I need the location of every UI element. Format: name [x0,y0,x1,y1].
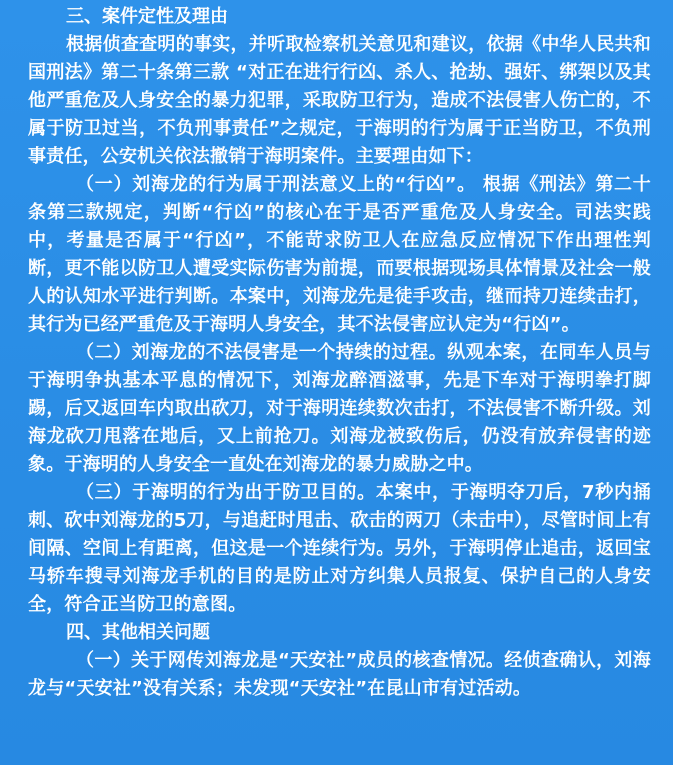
section-3-intro-paragraph: 根据侦查查明的事实，并听取检察机关意见和建议，依据《中华人民共和国刑法》第二十条第三款 “对正在进行行凶、杀人、抢劫、强奸、绑架以及其他严重危及人身安全的暴力犯罪，采取防卫行为，造成不法侵害人伤亡的，不属于防卫过当，不负刑事责任”之规定，于海明的行为属于正当防卫，不负刑事责任，公安机关依法撤销于海明案件。主要理由如下： [28,34,651,167]
section-3-point-1-paragraph: （一）刘海龙的行为属于刑法意义上的“行凶”。 根据《刑法》第二十条第三款规定，判断“行凶”的核心在于是否严重危及人身安全。司法实践中，考量是否属于“行凶”，不能苛求防卫人在应急反应情况下作出理性判断，更不能以防卫人遭受实际伤害为前提，而要根据现场具体情景及社会一般人的认知水平进行判断。本案中，刘海龙先是徒手攻击，继而持刀连续击打，其行为已经严重危及于海明人身安全，其不法侵害应认定为“行凶”。 [28,174,651,335]
section-3-point-2-paragraph: （二）刘海龙的不法侵害是一个持续的过程。纵观本案，在同车人员与于海明争执基本平息的情况下，刘海龙醉酒滋事，先是下车对于海明拳打脚踢，后又返回车内取出砍刀，对于海明连续数次击打，不法侵害不断升级。刘海龙砍刀甩落在地后，又上前抢刀。刘海龙被致伤后，仍没有放弃侵害的迹象。于海明的人身安全一直处在刘海龙的暴力威胁之中。 [28,342,651,475]
page-bottom-edge [0,759,673,765]
section-3-point-3-paragraph: （三）于海明的行为出于防卫目的。本案中，于海明夺刀后，7秒内捅刺、砍中刘海龙的5刀，与追赶时甩击、砍击的两刀（未击中），尽管时间上有间隔、空间上有距离，但这是一个连续行为。另外，于海明停止追击，返回宝马轿车搜寻刘海龙手机的目的是防止对方纠集人员报复、保护自己的人身安全，符合正当防卫的意图。 [28,482,651,615]
section-3-heading: 三、案件定性及理由 [66,6,228,27]
section-4-heading: 四、其他相关问题 [66,622,210,643]
section-4-point-1-paragraph: （一）关于网传刘海龙是“天安社”成员的核查情况。经侦查确认，刘海龙与“天安社”没有关系；未发现“天安社”在昆山市有过活动。 [28,650,651,699]
